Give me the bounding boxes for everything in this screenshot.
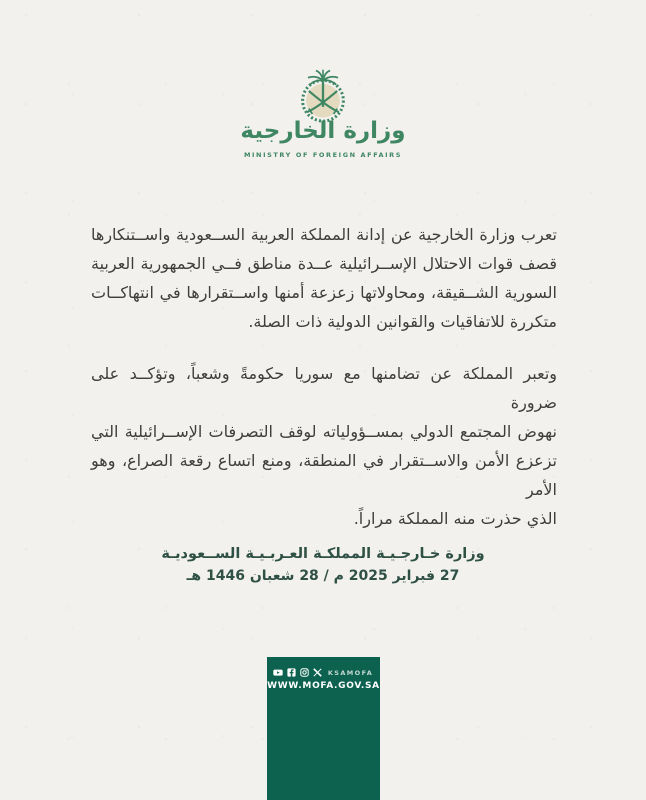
statement-line: الذي حذرت منه المملكة مراراً. [353, 509, 557, 528]
statement-line: السورية الشــقيقة، ومحاولاتها زعزعة أمنها واســتقرارها في انتهاكــات [91, 283, 557, 302]
facebook-icon[interactable] [287, 668, 296, 677]
statement-line: متكررة للاتفاقيات والقوانين الدولية ذات الصلة. [248, 312, 557, 331]
social-links-row [267, 657, 380, 677]
ministry-name-english: MINISTRY OF FOREIGN AFFAIRS [243, 151, 403, 159]
statement-line: نهوض المجتمع الدولي بمســؤولياته لوقف التصرفات الإســرائيلية التي [91, 422, 557, 441]
statement-line: وتعبر المملكة عن تضامنها مع سوريا حكومةً وشعباً، وتؤكــد على ضرورة [91, 364, 557, 412]
signature-block [0, 543, 646, 587]
youtube-icon[interactable] [273, 668, 283, 677]
social-handle: KSAMOFA [327, 668, 374, 677]
ministry-name-arabic: وزارة الخارجية [240, 118, 406, 144]
website-url[interactable]: WWW.MOFA.GOV.SA [267, 681, 380, 691]
statement-line: تعرب وزارة الخارجية عن إدانة المملكة العربية الســعودية واســتنكارها [91, 225, 557, 244]
statement-line: قصف قوات الاحتلال الإســرائيلية عــدة مناطق فــي الجمهورية العربية [91, 254, 557, 273]
statement-paragraph-2 [91, 359, 557, 533]
signature-date-line: 27 فبراير 2025 م / 28 شعبان 1446 هـ [186, 568, 460, 584]
x-icon[interactable] [313, 668, 322, 677]
signature-ministry-line: وزارة خـارجـيـة المملكـة العـربـيـة الســعوديـة [161, 546, 485, 562]
statement-paragraph-1 [91, 220, 557, 336]
statement-text [91, 220, 557, 556]
statement-line: تزعزع الأمن والاســتقرار في المنطقة، ومنع اتساع رقعة الصراع، وهو الأمر [91, 451, 557, 499]
footer-bar [267, 657, 380, 800]
instagram-icon[interactable] [300, 668, 309, 677]
palm-and-swords-icon [292, 66, 354, 123]
